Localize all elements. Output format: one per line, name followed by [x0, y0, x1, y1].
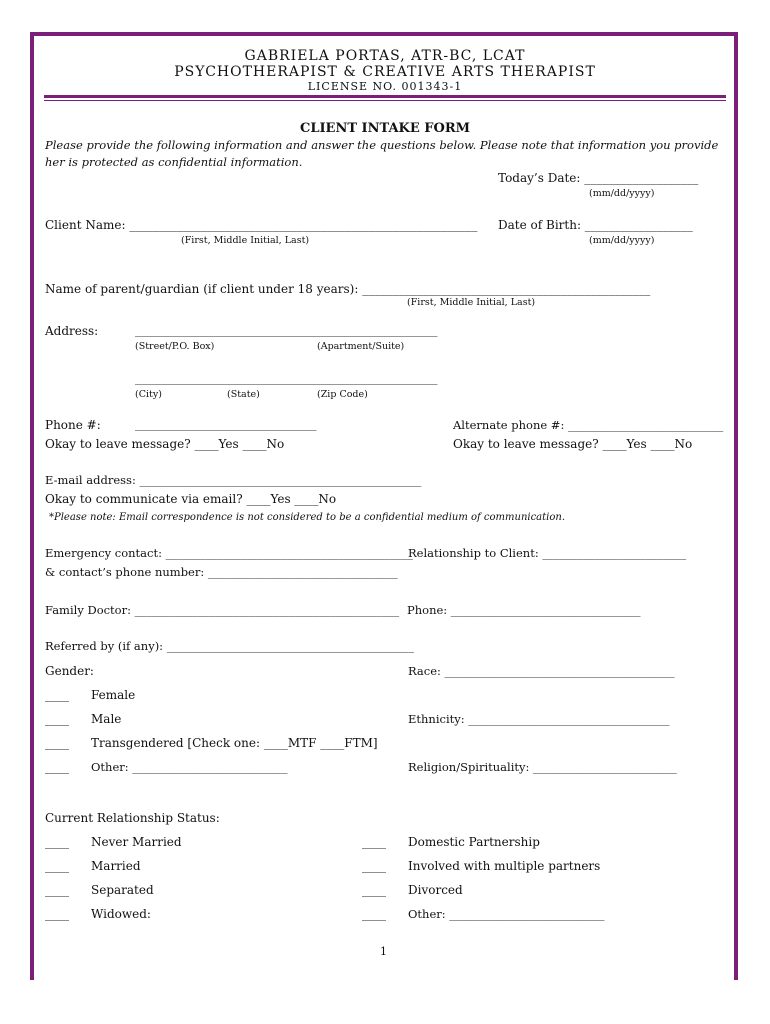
- rel-married-label: Married: [91, 859, 141, 873]
- client-name-hint: (First, Middle Initial, Last): [181, 235, 310, 246]
- guardian-field[interactable]: Name of parent/guardian (if client under 18 years): ________________________________________________: [45, 282, 651, 296]
- alternate-phone-field[interactable]: Alternate phone #: ___________________________: [453, 418, 724, 432]
- client-name-field[interactable]: Client Name: __________________________________________________________: [45, 218, 478, 232]
- page-number: 1: [380, 945, 387, 958]
- todays-date-field[interactable]: Today’s Date: ___________________: [498, 171, 699, 185]
- address-label: Address:: [45, 324, 99, 338]
- apartment-hint: (Apartment/Suite): [317, 341, 405, 352]
- phone-field[interactable]: _________________________________: [135, 418, 317, 431]
- gender-other-blank[interactable]: ____: [45, 760, 69, 774]
- race-field[interactable]: Race: ________________________________________: [408, 664, 675, 678]
- dob-field[interactable]: Date of Birth: __________________: [498, 218, 693, 232]
- street-hint: (Street/P.O. Box): [135, 341, 215, 352]
- zip-hint: (Zip Code): [317, 389, 368, 400]
- state-hint: (State): [227, 389, 260, 400]
- rel-separated-label: Separated: [91, 883, 154, 897]
- rel-widowed-blank[interactable]: ____: [45, 907, 69, 921]
- intro-text-line-2: her is protected as confidential information.: [45, 155, 303, 169]
- gender-female-blank[interactable]: ____: [45, 688, 69, 702]
- gender-trans-label[interactable]: Transgendered [Check one: ____MTF ____FTM]: [91, 736, 378, 750]
- leave-message-primary[interactable]: Okay to leave message? ____Yes ____No: [45, 437, 285, 451]
- header-rule-thin: [44, 100, 726, 101]
- rel-other-blank[interactable]: ____: [362, 907, 386, 921]
- gender-female-label: Female: [91, 688, 136, 702]
- address-line-2[interactable]: _______________________________________________________: [135, 372, 438, 385]
- rel-domestic-blank[interactable]: ____: [362, 835, 386, 849]
- phone-label: Phone #:: [45, 418, 101, 432]
- rel-never-label: Never Married: [91, 835, 182, 849]
- header-rule-thick: [44, 95, 726, 98]
- rel-multiple-label: Involved with multiple partners: [408, 859, 601, 873]
- rel-never-blank[interactable]: ____: [45, 835, 69, 849]
- gender-trans-blank[interactable]: ____: [45, 736, 69, 750]
- ethnicity-field[interactable]: Ethnicity: ___________________________________: [408, 712, 670, 726]
- rel-divorced-blank[interactable]: ____: [362, 883, 386, 897]
- rel-divorced-label: Divorced: [408, 883, 463, 897]
- license-number: LICENSE NO. 001343-1: [307, 80, 463, 93]
- city-hint: (City): [135, 389, 162, 400]
- email-field[interactable]: E-mail address: _________________________________________________: [45, 473, 422, 487]
- gender-other-field[interactable]: Other: ___________________________: [91, 760, 288, 774]
- dob-hint: (mm/dd/yyyy): [589, 235, 655, 246]
- form-title: CLIENT INTAKE FORM: [299, 121, 471, 136]
- rel-married-blank[interactable]: ____: [45, 859, 69, 873]
- gender-male-label: Male: [91, 712, 122, 726]
- rel-domestic-label: Domestic Partnership: [408, 835, 540, 849]
- rel-separated-blank[interactable]: ____: [45, 883, 69, 897]
- rel-other-field[interactable]: Other: ___________________________: [408, 907, 605, 921]
- therapist-name: GABRIELA PORTAS, ATR-BC, LCAT: [244, 48, 526, 64]
- therapist-profession: PSYCHOTHERAPIST & CREATIVE ARTS THERAPIST: [174, 64, 596, 80]
- leave-message-alternate[interactable]: Okay to leave message? ____Yes ____No: [453, 437, 693, 451]
- gender-label: Gender:: [45, 664, 94, 678]
- guardian-hint: (First, Middle Initial, Last): [407, 297, 536, 308]
- email-note: *Please note: Email correspondence is not considered to be a confidential medium of communication.: [49, 512, 565, 523]
- address-line-1[interactable]: _______________________________________________________: [135, 324, 438, 337]
- email-permission[interactable]: Okay to communicate via email? ____Yes ____No: [45, 492, 337, 506]
- emergency-contact-field[interactable]: Emergency contact: ___________________________________________: [45, 546, 413, 560]
- gender-male-blank[interactable]: ____: [45, 712, 69, 726]
- family-doctor-field[interactable]: Family Doctor: ______________________________________________: [45, 603, 400, 617]
- doctor-phone-field[interactable]: Phone: _________________________________: [407, 603, 641, 617]
- referred-by-field[interactable]: Referred by (if any): ___________________________________________: [45, 639, 414, 653]
- intro-text-line-1: Please provide the following information and answer the questions below. Please note that information you provide: [45, 138, 719, 152]
- contact-phone-field[interactable]: & contact’s phone number: _________________________________: [45, 565, 398, 579]
- relationship-status-label: Current Relationship Status:: [45, 811, 220, 825]
- rel-widowed-label: Widowed:: [91, 907, 151, 921]
- todays-date-hint: (mm/dd/yyyy): [589, 188, 655, 199]
- rel-multiple-blank[interactable]: ____: [362, 859, 386, 873]
- religion-field[interactable]: Religion/Spirituality: _________________________: [408, 760, 677, 774]
- relationship-field[interactable]: Relationship to Client: _________________________: [408, 546, 687, 560]
